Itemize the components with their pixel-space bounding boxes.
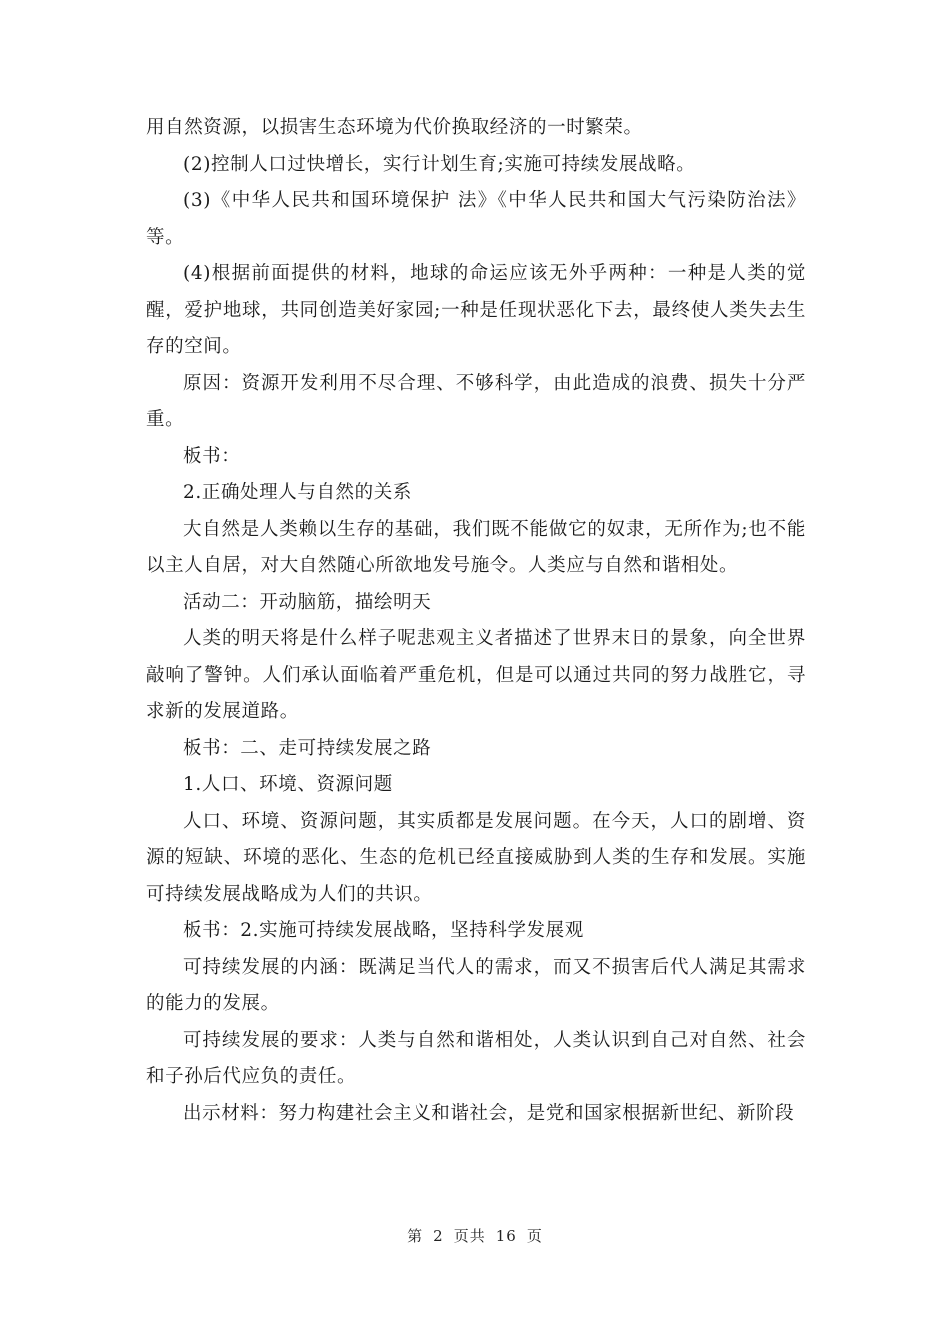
paragraph: 大自然是人类赖以生存的基础，我们既不能做它的奴隶，无所作为;也不能以主人自居，对大自然随心所欲地发号施令。人类应与自然和谐相处。 bbox=[146, 518, 806, 576]
page-footer bbox=[0, 1225, 950, 1246]
paragraph: 板书：二、走可持续发展之路 bbox=[183, 737, 432, 759]
footer-label-end: 页 bbox=[526, 1227, 543, 1245]
paragraph: 出示材料：努力构建社会主义和谐社会，是党和国家根据新世纪、新阶段 bbox=[183, 1102, 795, 1124]
paragraph: (3)《中华人民共和国环境保护 法》《中华人民共和国大气污染防治法》等。 bbox=[146, 190, 806, 248]
footer-label-of: 页共 bbox=[453, 1227, 486, 1245]
footer-current-page: 2 bbox=[433, 1227, 444, 1245]
paragraph: 用自然资源，以损害生态环境为代价换取经济的一时繁荣。 bbox=[146, 117, 643, 138]
footer-total-pages: 16 bbox=[495, 1227, 517, 1245]
document-body bbox=[146, 110, 806, 1132]
paragraph: 可持续发展的内涵：既满足当代人的需求，而又不损害后代人满足其需求的能力的发展。 bbox=[146, 956, 806, 1014]
paragraph: 人类的明天将是什么样子呢悲观主义者描述了世界末日的景象，向全世界敲响了警钟。人们承认面临着严重危机，但是可以通过共同的努力战胜它，寻求新的发展道路。 bbox=[146, 628, 806, 722]
paragraph: 活动二：开动脑筋，描绘明天 bbox=[183, 591, 432, 613]
paragraph: 1.人口、环境、资源问题 bbox=[183, 774, 393, 795]
paragraph: 原因：资源开发利用不尽合理、不够科学，由此造成的浪费、损失十分严重。 bbox=[146, 372, 806, 430]
paragraph: 板书：2.实施可持续发展战略，坚持科学发展观 bbox=[183, 920, 584, 941]
paragraph: 人口、环境、资源问题，其实质都是发展问题。在今天，人口的剧增、资源的短缺、环境的恶化、生态的危机已经直接威胁到人类的生存和发展。实施可持续发展战略成为人们的共识。 bbox=[146, 810, 806, 905]
footer-label-page: 第 bbox=[407, 1227, 424, 1245]
paragraph: (2)控制人口过快增长，实行计划生育;实施可持续发展战略。 bbox=[183, 153, 696, 175]
paragraph: 板书： bbox=[183, 445, 241, 467]
paragraph: 2.正确处理人与自然的关系 bbox=[183, 482, 412, 503]
paragraph: (4)根据前面提供的材料，地球的命运应该无外乎两种：一种是人类的觉醒，爱护地球，共同创造美好家园;一种是任现状恶化下去，最终使人类失去生存的空间。 bbox=[146, 263, 806, 357]
paragraph: 可持续发展的要求：人类与自然和谐相处，人类认识到自己对自然、社会和子孙后代应负的责任。 bbox=[146, 1029, 806, 1087]
